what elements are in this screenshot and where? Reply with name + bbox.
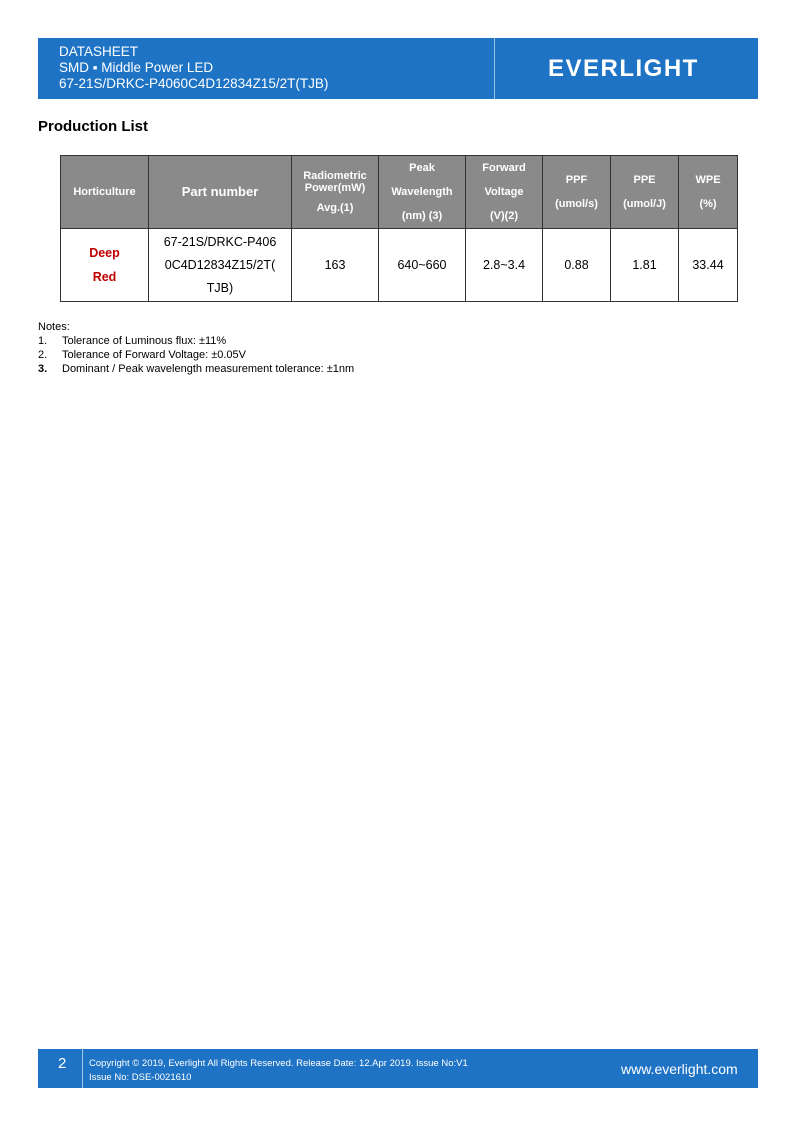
footer-banner (38, 1049, 758, 1088)
note-number: 3. (38, 363, 48, 375)
wpe-label-2: (%) (699, 198, 717, 210)
part-number-line-1: 67-21S/DRKC-P406 (163, 234, 277, 249)
ppe-label-2: (umol/J) (623, 198, 666, 210)
cell-radiometric: 163 (292, 229, 379, 302)
forward-label-3: (V)(2) (489, 210, 519, 222)
forward-label-1: Forward (482, 162, 526, 174)
radiometric-label-2: Power(mW) (304, 182, 366, 194)
product-category: SMD ▪ Middle Power LED (59, 60, 214, 75)
ppf-label-2: (umol/s) (555, 198, 598, 210)
footer-divider (82, 1049, 83, 1088)
everlight-logo: EVERLIGHT (548, 55, 699, 82)
note-number: 1. (38, 335, 48, 347)
website-link[interactable]: www.everlight.com (621, 1061, 738, 1077)
issue-number: Issue No: DSE-0021610 (89, 1072, 192, 1083)
radiometric-label-1: Radiometric (303, 170, 367, 182)
col-peak-wavelength (379, 156, 466, 229)
col-ppf (543, 156, 611, 229)
notes-title: Notes: (38, 321, 70, 333)
note-text: Tolerance of Luminous flux: ±11% (62, 335, 227, 347)
cell-horticulture (61, 229, 149, 302)
horticulture-word-2: Red (92, 270, 117, 284)
cell-ppe: 1.81 (611, 229, 679, 302)
doc-type: DATASHEET (59, 44, 139, 59)
header-banner (38, 38, 758, 99)
note-item (38, 348, 354, 362)
copyright-text: Copyright © 2019, Everlight All Rights Reserved. Release Date: 12.Apr 2019. Issue No:V1 (89, 1058, 468, 1069)
cell-part-number (149, 229, 292, 302)
radiometric-label-3: Avg.(1) (316, 202, 354, 214)
production-table (60, 155, 738, 302)
part-number-line-2: 0C4D12834Z15/2T( (164, 257, 276, 272)
ppe-label-1: PPE (633, 174, 656, 186)
cell-peak: 640~660 (379, 229, 466, 302)
page-number: 2 (58, 1055, 67, 1072)
peak-label-1: Peak (409, 162, 435, 174)
notes-section (38, 320, 354, 376)
note-item (38, 334, 354, 348)
horticulture-word-1: Deep (89, 246, 120, 260)
cell-forward: 2.8~3.4 (466, 229, 543, 302)
cell-wpe: 33.44 (679, 229, 738, 302)
note-item (38, 362, 354, 376)
peak-label-3: (nm) (3) (401, 210, 443, 222)
table-header-row (61, 156, 738, 229)
note-text: Tolerance of Forward Voltage: ±0.05V (62, 349, 246, 361)
cell-ppf: 0.88 (543, 229, 611, 302)
footer-copyright (89, 1057, 468, 1085)
header-titles (59, 44, 328, 92)
peak-label-2: Wavelength (391, 186, 453, 198)
part-number-line-3: TJB) (206, 280, 234, 295)
col-ppe (611, 156, 679, 229)
col-wpe (679, 156, 738, 229)
col-part-number: Part number (149, 156, 292, 229)
col-forward-voltage (466, 156, 543, 229)
col-horticulture: Horticulture (61, 156, 149, 229)
note-text: Dominant / Peak wavelength measurement tolerance: ±1nm (62, 363, 355, 375)
wpe-label-1: WPE (695, 174, 721, 186)
table-row (61, 229, 738, 302)
col-radiometric (292, 156, 379, 229)
note-number: 2. (38, 349, 48, 361)
header-divider (494, 38, 495, 99)
forward-label-2: Voltage (484, 186, 524, 198)
section-title: Production List (38, 118, 148, 135)
ppf-label-1: PPF (565, 174, 588, 186)
product-model: 67-21S/DRKC-P4060C4D12834Z15/2T(TJB) (59, 76, 329, 91)
